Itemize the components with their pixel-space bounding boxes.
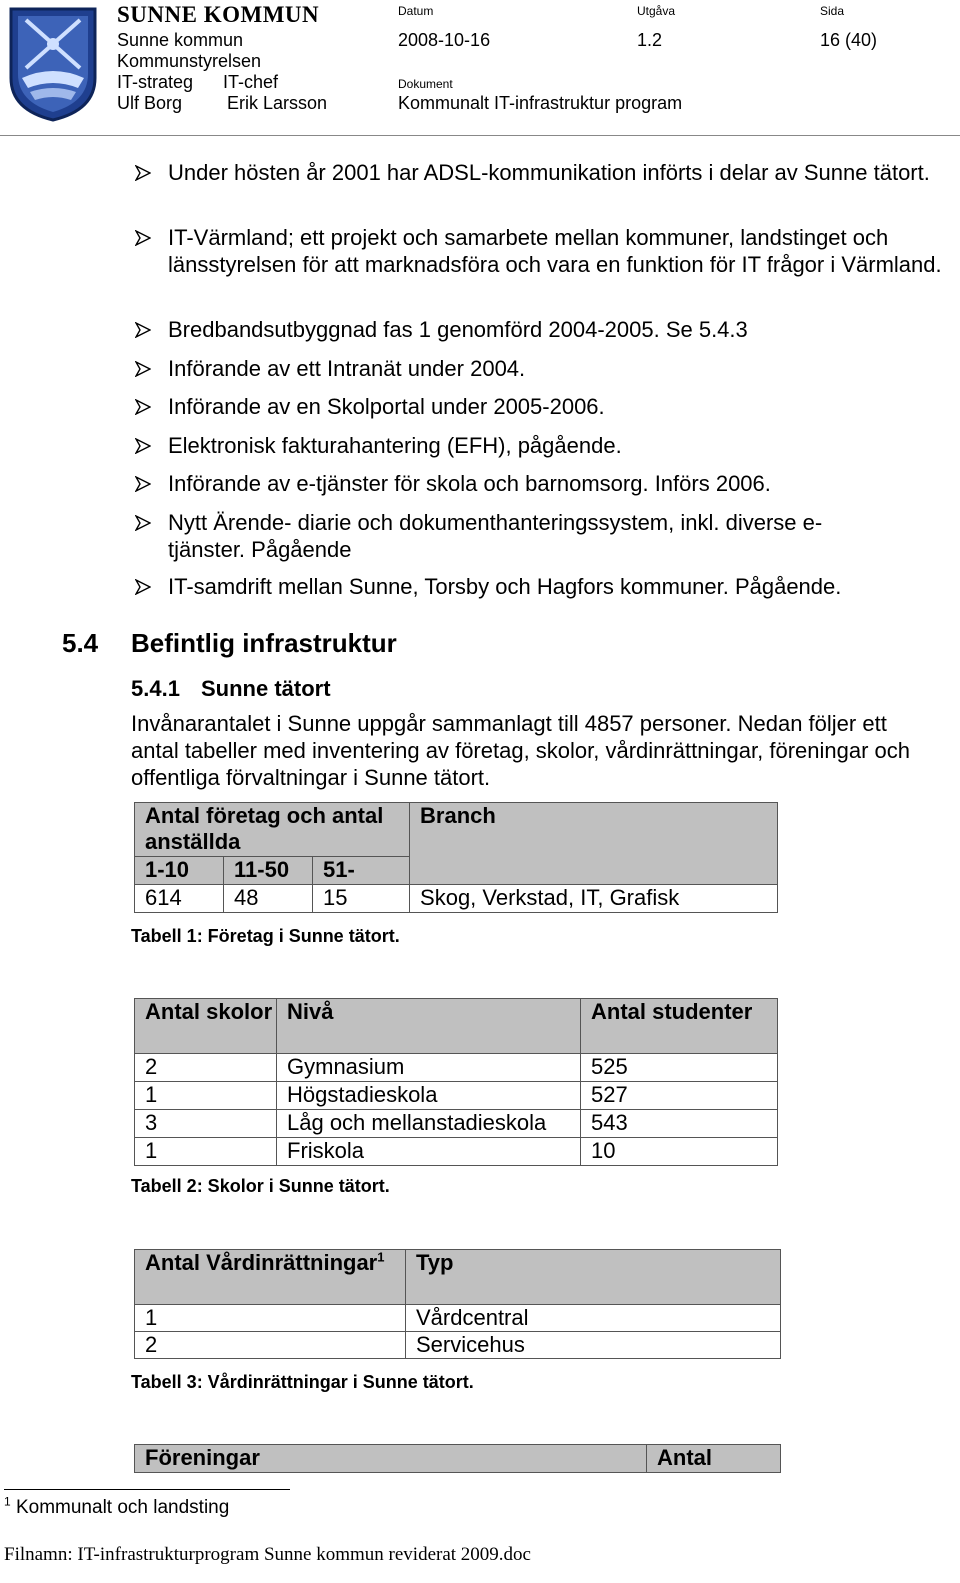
table-cell: Högstadieskola [277,1082,581,1110]
table-row [135,1110,778,1138]
table-row [135,1332,781,1359]
role-1: IT-strateg [117,72,194,92]
section-number: 5.4 [62,628,99,658]
associations-table [134,1444,781,1473]
table-cell: Låg och mellanstadieskola [277,1110,581,1138]
table-cell: 543 [581,1110,778,1138]
table-caption: Tabell 2: Skolor i Sunne tätort. [131,1176,390,1196]
list-item: Införande av ett Intranät under 2004. [135,355,945,382]
table-row [135,1305,781,1332]
table-cell: 2 [135,1054,277,1082]
table-cell: 15 [313,885,410,913]
table-caption: Tabell 1: Företag i Sunne tätort. [131,926,400,946]
table-cell: 1 [135,1082,277,1110]
author-2: Erik Larsson [227,93,328,113]
list-item: IT-samdrift mellan Sunne, Torsby och Hagfors kommuner. Pågående. [135,573,945,600]
table-cell: Skog, Verkstad, IT, Grafisk [410,885,778,913]
page-value: 16 (40) [820,30,878,50]
table-cell: 10 [581,1138,778,1166]
table-header-cell: Nivå [277,999,581,1054]
table-header-cell: Föreningar [135,1445,647,1473]
table-header-cell: Branch [410,803,778,885]
table-cell: 1 [135,1305,406,1332]
table-row [135,1138,778,1166]
org-name: Sunne kommun [117,30,244,50]
page-footer: Filnamn: IT-infrastrukturprogram Sunne kommun reviderat 2009.doc [4,1544,531,1565]
list-item: Under hösten år 2001 har ADSL-kommunikation införts i delar av Sunne tätort. [135,159,945,186]
footnote-divider [4,1489,290,1490]
arrow-bullet-icon [135,322,151,338]
table-header-cell: Antal [647,1445,781,1473]
arrow-bullet-icon [135,361,151,377]
list-item: Införande av en Skolportal under 2005-2006. [135,393,945,420]
table-row [135,885,778,913]
header-divider [0,135,960,136]
list-item: Införande av e-tjänster för skola och barnomsorg. Införs 2006. [135,470,945,497]
table-cell: 48 [224,885,313,913]
department: Kommunstyrelsen [117,51,262,71]
table-header-cell: Typ [406,1250,781,1305]
table-header-cell: 1-10 [135,857,224,885]
schools-table [134,998,778,1166]
table-header-cell: Antal skolor [135,999,277,1054]
author-1: Ulf Borg [117,93,183,113]
document-label: Dokument [398,77,453,91]
table-header-cell: Antal företag och antal anställda [135,803,410,857]
version-label: Utgåva [637,4,676,18]
list-item: IT-Värmland; ett projekt och samarbete mellan kommuner, landstinget och länsstyrelsen för att marknadsföra och vara en funktion för IT frågor i Värmland. [135,224,945,278]
role-2: IT-chef [223,72,279,92]
section-title: Befintlig infrastruktur [131,628,397,658]
arrow-bullet-icon [135,579,151,595]
municipal-coat-of-arms-logo [8,6,98,122]
arrow-bullet-icon [135,165,151,181]
org-title: SUNNE KOMMUN [117,2,320,27]
table-caption: Tabell 3: Vårdinrättningar i Sunne tätort. [131,1372,474,1392]
version-value: 1.2 [637,30,663,50]
table-cell: 614 [135,885,224,913]
table-cell: Friskola [277,1138,581,1166]
arrow-bullet-icon [135,515,151,531]
intro-paragraph: Invånarantalet i Sunne uppgår sammanlagt till 4857 personer. Nedan följer ett antal tabeller med inventering av företag, skolor, vårdinrättningar, föreningar och offentliga förvaltningar i Sunne tätort. [131,711,911,790]
table-header-cell: Antal Vårdinrättningar$^1$ [135,1250,406,1305]
table-cell: 525 [581,1054,778,1082]
list-item: Bredbandsutbyggnad fas 1 genomförd 2004-2005. Se 5.4.3 [135,316,945,343]
table-header-cell: Antal studenter [581,999,778,1054]
date-value: 2008-10-16 [398,30,491,50]
footnote-number: 1 [4,1494,11,1509]
table-cell: Gymnasium [277,1054,581,1082]
table-cell: 1 [135,1138,277,1166]
subsection-number: 5.4.1 [131,676,180,701]
arrow-bullet-icon [135,438,151,454]
document-value: Kommunalt IT-infrastruktur program [398,93,683,113]
table-cell: Servicehus [406,1332,781,1359]
table-header-cell: 51- [313,857,410,885]
list-item: Nytt Ärende- diarie och dokumenthanteringssystem, inkl. diverse e-tjänster. Pågående [135,509,895,563]
arrow-bullet-icon [135,399,151,415]
table-cell: Vårdcentral [406,1305,781,1332]
page-label: Sida [820,4,845,18]
arrow-bullet-icon [135,230,151,246]
table-header-cell: 11-50 [224,857,313,885]
table-row [135,1082,778,1110]
footnote [4,1494,230,1519]
date-label: Datum [398,4,434,18]
table-cell: 527 [581,1082,778,1110]
care-facilities-table [134,1249,781,1359]
footnote-reference: 1 [377,1249,385,1265]
list-item: Elektronisk fakturahantering (EFH), pågående. [135,432,945,459]
table-cell: 2 [135,1332,406,1359]
arrow-bullet-icon [135,476,151,492]
table-row [135,1054,778,1082]
subsection-title: Sunne tätort [201,676,331,701]
footnote-text: Kommunalt och landsting [15,1497,230,1518]
table-cell: 3 [135,1110,277,1138]
companies-table [134,802,778,913]
